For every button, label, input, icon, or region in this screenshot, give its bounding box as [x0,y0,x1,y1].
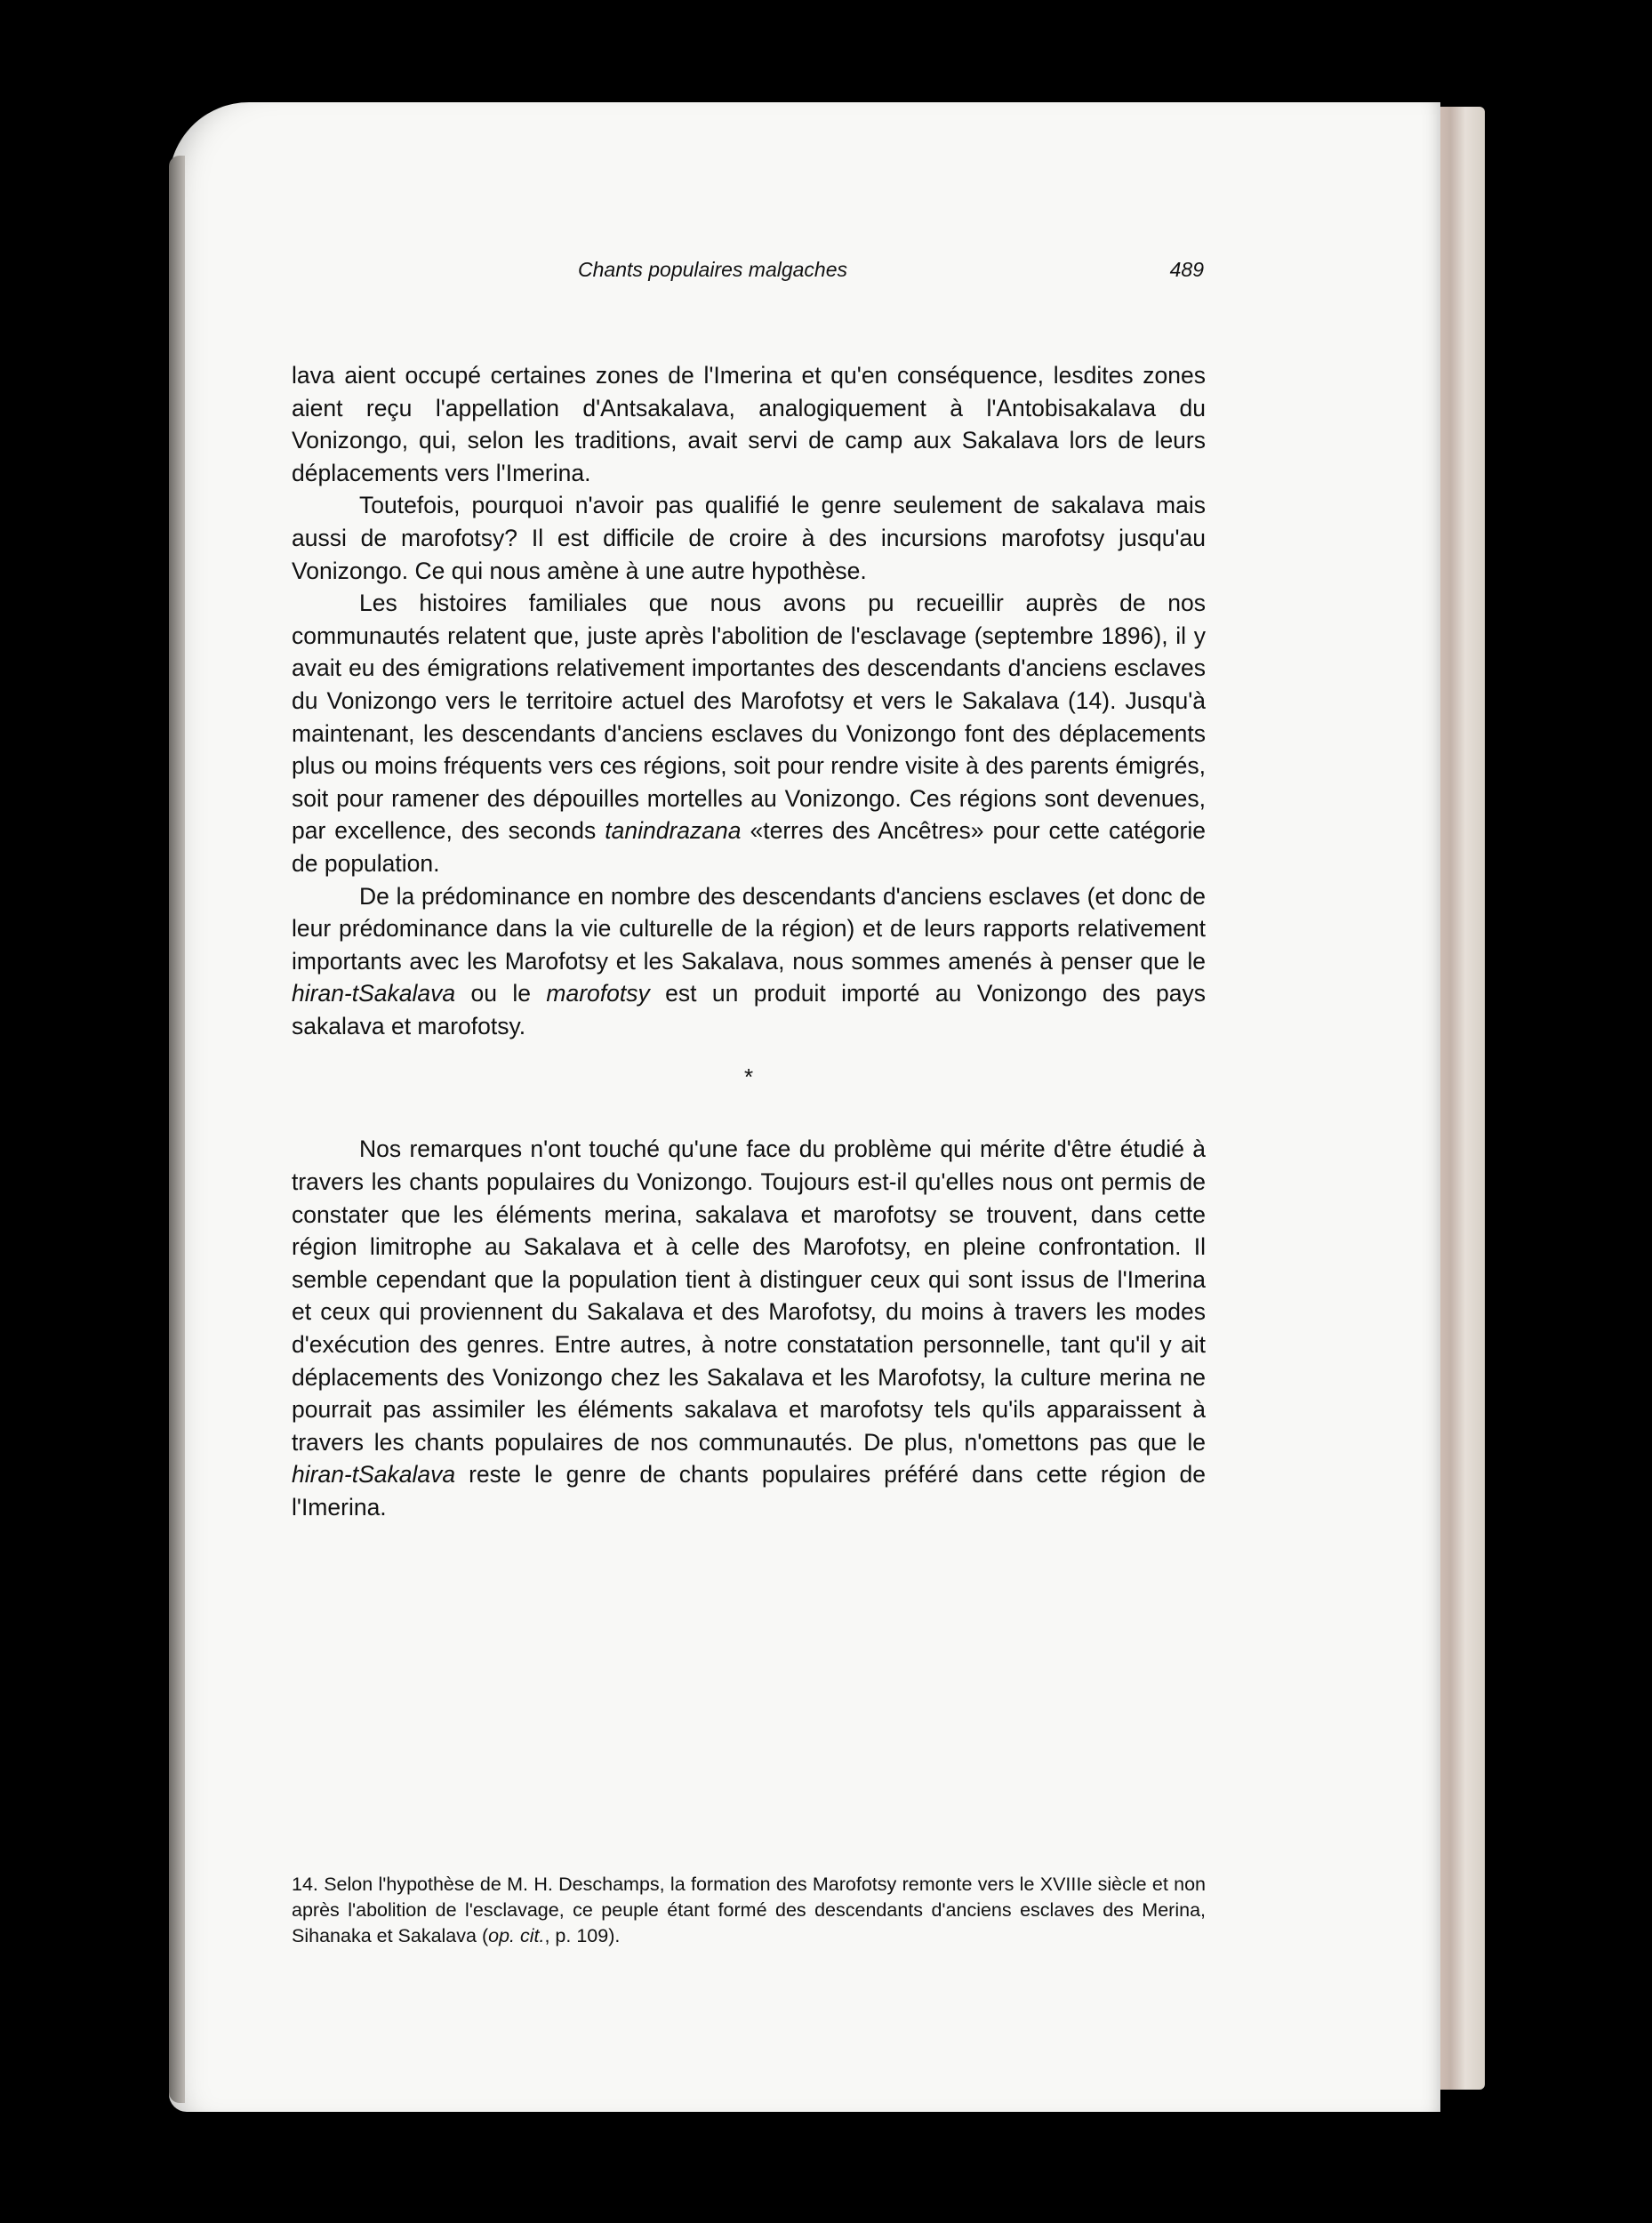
paragraph-1: lava aient occupé certaines zones de l'Imerina et qu'en conséquence, lesdites zones aient reçu l'appellation d'Antsakalava, analogiquement à l'Antobisakalava du Vonizongo, qui, selon les traditions, avait servi de camp aux Sakalava lors de leurs déplacements vers l'Imerina. [292,362,1206,486]
italic-term: hiran-tSakalava [292,1461,456,1489]
paragraph-3: Les histoires familiales que nous avons pu recueillir auprès de nos communautés relatent que, juste après l'abolition de l'esclavage (septembre 1896), il y avait eu des émigrations relativement importantes des descendants d'anciens esclaves du Vonizongo vers le territoire actuel des Marofotsy et vers le Sakalava (14). Jusqu'à maintenant, les descendants d'anciens esclaves du Vonizongo font des déplacements plus ou moins fréquents vers ces régions, soit pour rendre visite à des parents émigrés, soit pour ramener des dépouilles mortelles au Vonizongo. Ces régions sont devenues, par excellence, des seconds tanindrazana «terres des Ancêtres» pour cette catégorie de population. [292,590,1206,877]
paragraph-4: De la prédominance en nombre des descendants d'anciens esclaves (et donc de leur prédominance dans la vie culturelle de la région) et de leurs rapports relativement importants avec les Marofotsy et les Sakalava, nous sommes amenés à penser que le hiran-tSakalava ou le marofotsy est un produit importé au Vonizongo des pays sakalava et marofotsy. [292,882,1206,1039]
italic-term: op. cit. [488,1925,545,1946]
spine-shadow [169,156,185,2103]
running-title: Chants populaires malgaches [578,258,848,281]
body-text [292,359,1206,1524]
section-separator: * [743,1063,754,1091]
paragraph-5: Nos remarques n'ont touché qu'une face du problème qui mérite d'être étudié à travers les chants populaires du Vonizongo. Toujours est-il qu'elles nous ont permis de constater que les éléments merina, sakalava et marofotsy se trouvent, dans cette région limitrophe au Sakalava et à celle des Marofotsy, en pleine confrontation. Il semble cependant que la population tient à distinguer ceux qui sont issus de l'Imerina et ceux qui proviennent du Sakalava et des Marofotsy, du moins à travers les modes d'exécution des genres. Entre autres, à notre constatation personnelle, tant qu'il y ait déplacements des Vonizongo chez les Sakalava et les Marofotsy, la culture merina ne pourrait pas assimiler les éléments sakalava et marofotsy tels qu'ils apparaissent à travers les chants populaires de nos communautés. De plus, n'omettons pas que le hiran-tSakalava reste le genre de chants populaires préféré dans cette région de l'Imerina. [292,1136,1206,1521]
italic-term: hiran-tSakalava [292,980,456,1007]
italic-term: marofotsy [546,980,650,1007]
page-number: 489 [1169,258,1204,281]
italic-term: tanindrazana [605,817,742,845]
paragraph-2: Toutefois, pourquoi n'avoir pas qualifié le genre seulement de sakalava mais aussi de marofotsy? Il est difficile de croire à des incursions marofotsy jusqu'au Vonizongo. Ce qui nous amène à une autre hypothèse. [292,492,1206,584]
page-header [293,258,1204,293]
footnote-14: 14. Selon l'hypothèse de M. H. Deschamps, la formation des Marofotsy remonte vers le XVIIIe siècle et non après l'abolition de l'esclavage, ce peuple étant formé des descendants d'anciens esclaves des Merina, Sihanaka et Sakalava (op. cit., p. 109). [292,1874,1206,1946]
